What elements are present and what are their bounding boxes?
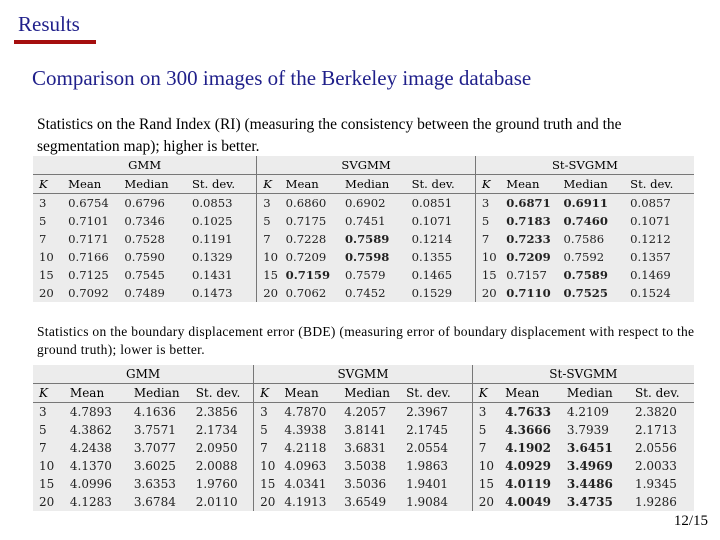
k-cell: 15 xyxy=(257,266,280,284)
value-cell: 0.7157 xyxy=(506,268,547,282)
table-row xyxy=(33,493,694,511)
value-cell: 4.1283 xyxy=(69,495,112,509)
k-cell: 20 xyxy=(39,286,54,300)
value-cell: 4.2118 xyxy=(284,441,327,455)
value-cell: 2.0556 xyxy=(634,441,677,455)
k-cell: 7 xyxy=(257,230,280,248)
value-cell: 4.0996 xyxy=(69,477,112,491)
value-cell: 0.7451 xyxy=(344,214,386,228)
col-stdev: St. dev. xyxy=(190,384,254,403)
value-cell: 3.6784 xyxy=(133,495,176,509)
value-cell: 0.7166 xyxy=(68,250,109,264)
value-cell: 0.7460 xyxy=(563,214,608,228)
value-cell: 0.7159 xyxy=(285,268,331,282)
value-cell: 4.3666 xyxy=(505,423,551,437)
value-cell: 2.0554 xyxy=(406,441,449,455)
value-cell: 0.1524 xyxy=(630,286,671,300)
k-cell: 3 xyxy=(472,403,499,422)
ri-caption: Statistics on the Rand Index (RI) (measuring the consistency between the ground truth and the segmentation map); higher is better. xyxy=(37,116,622,155)
value-cell: 0.7101 xyxy=(68,214,109,228)
col-k: K xyxy=(257,175,280,194)
value-cell: 0.1469 xyxy=(630,268,671,282)
value-cell: 4.1370 xyxy=(69,459,112,473)
k-cell: 20 xyxy=(39,495,55,509)
table-row xyxy=(33,266,694,284)
table-row xyxy=(33,212,694,230)
value-cell: 0.7590 xyxy=(124,250,165,264)
value-cell: 4.3862 xyxy=(69,423,112,437)
value-cell: 3.4969 xyxy=(566,459,613,473)
col-median: Median xyxy=(561,384,629,403)
value-cell: 0.1329 xyxy=(191,250,233,264)
value-cell: 0.7579 xyxy=(344,268,386,282)
value-cell: 0.7209 xyxy=(506,250,551,264)
k-cell: 10 xyxy=(475,248,500,266)
value-cell: 3.6025 xyxy=(133,459,176,473)
k-cell: 20 xyxy=(475,284,500,302)
value-cell: 2.1713 xyxy=(634,423,677,437)
value-cell: 1.9863 xyxy=(406,459,449,473)
k-cell: 7 xyxy=(254,439,279,457)
bde-table xyxy=(33,365,694,511)
value-cell: 2.3856 xyxy=(195,405,238,419)
k-cell: 10 xyxy=(257,248,280,266)
col-stdev: St. dev. xyxy=(624,175,694,194)
group-header-st-svgmm: St-SVGMM xyxy=(472,365,694,384)
value-cell: 3.4735 xyxy=(566,495,613,509)
col-mean: Mean xyxy=(64,384,128,403)
k-cell: 5 xyxy=(39,423,47,437)
k-cell: 15 xyxy=(39,268,54,282)
value-cell: 3.7939 xyxy=(566,423,609,437)
bde-caption: Statistics on the boundary displacement error (BDE) (measuring error of boundary displacement with respect to the ground truth); lower is better. xyxy=(37,324,695,357)
value-cell: 0.7452 xyxy=(344,286,386,300)
k-cell: 15 xyxy=(475,266,500,284)
value-cell: 0.1465 xyxy=(411,268,453,282)
group-header-gmm: GMM xyxy=(33,365,254,384)
col-mean: Mean xyxy=(500,175,557,194)
value-cell: 0.7228 xyxy=(285,232,327,246)
value-cell: 2.1745 xyxy=(406,423,449,437)
value-cell: 0.1357 xyxy=(630,250,671,264)
k-cell: 5 xyxy=(475,212,500,230)
col-stdev: St. dev. xyxy=(629,384,694,403)
table-row xyxy=(33,284,694,302)
value-cell: 2.1734 xyxy=(195,423,238,437)
value-cell: 0.7586 xyxy=(563,232,605,246)
value-cell: 4.7633 xyxy=(505,405,551,419)
value-cell: 4.1636 xyxy=(133,405,176,419)
value-cell: 0.7125 xyxy=(68,268,109,282)
k-cell: 10 xyxy=(39,250,54,264)
value-cell: 4.2057 xyxy=(344,405,387,419)
value-cell: 0.1025 xyxy=(191,214,233,228)
col-stdev: St. dev. xyxy=(186,175,257,194)
k-cell: 3 xyxy=(39,196,47,210)
value-cell: 2.3967 xyxy=(406,405,449,419)
value-cell: 0.1529 xyxy=(411,286,453,300)
value-cell: 4.0049 xyxy=(505,495,551,509)
k-cell: 3 xyxy=(475,194,500,213)
col-mean: Mean xyxy=(278,384,338,403)
col-mean: Mean xyxy=(499,384,561,403)
k-cell: 3 xyxy=(254,403,279,422)
value-cell: 0.7525 xyxy=(563,286,608,300)
value-cell: 0.7233 xyxy=(506,232,551,246)
value-cell: 0.6860 xyxy=(285,196,327,210)
value-cell: 0.7589 xyxy=(563,268,608,282)
value-cell: 4.1913 xyxy=(284,495,327,509)
table-row xyxy=(33,421,694,439)
k-cell: 5 xyxy=(39,214,47,228)
value-cell: 0.0857 xyxy=(630,196,671,210)
value-cell: 3.6831 xyxy=(344,441,387,455)
group-header-svgmm: SVGMM xyxy=(254,365,473,384)
title-underline xyxy=(14,40,96,44)
value-cell: 0.7528 xyxy=(124,232,165,246)
value-cell: 3.7077 xyxy=(133,441,176,455)
value-cell: 0.0851 xyxy=(411,196,453,210)
k-cell: 7 xyxy=(39,232,47,246)
value-cell: 3.6353 xyxy=(133,477,176,491)
value-cell: 0.1473 xyxy=(191,286,233,300)
table-row xyxy=(33,439,694,457)
k-cell: 20 xyxy=(254,493,279,511)
col-median: Median xyxy=(338,384,400,403)
k-cell: 5 xyxy=(254,421,279,439)
k-cell: 15 xyxy=(472,475,499,493)
value-cell: 0.1355 xyxy=(411,250,453,264)
value-cell: 0.1214 xyxy=(411,232,453,246)
k-cell: 15 xyxy=(254,475,279,493)
col-median: Median xyxy=(339,175,406,194)
table-row xyxy=(33,230,694,248)
value-cell: 0.7209 xyxy=(285,250,327,264)
k-cell: 5 xyxy=(257,212,280,230)
value-cell: 0.6754 xyxy=(68,196,109,210)
slide-subtitle: Comparison on 300 images of the Berkeley image database xyxy=(32,66,532,90)
value-cell: 4.0963 xyxy=(284,459,327,473)
value-cell: 1.9760 xyxy=(195,477,238,491)
k-cell: 10 xyxy=(472,457,499,475)
k-cell: 7 xyxy=(39,441,47,455)
value-cell: 0.1071 xyxy=(411,214,453,228)
k-cell: 10 xyxy=(39,459,55,473)
value-cell: 4.2109 xyxy=(566,405,609,419)
value-cell: 4.1902 xyxy=(505,441,551,455)
k-cell: 5 xyxy=(472,421,499,439)
value-cell: 3.4486 xyxy=(566,477,613,491)
col-k: K xyxy=(472,384,499,403)
value-cell: 0.7589 xyxy=(344,232,390,246)
value-cell: 0.7171 xyxy=(68,232,109,246)
value-cell: 0.7183 xyxy=(506,214,551,228)
value-cell: 0.7110 xyxy=(506,286,551,300)
value-cell: 1.9401 xyxy=(406,477,449,491)
page-number: 12/15 xyxy=(673,513,708,529)
value-cell: 0.7598 xyxy=(344,250,390,264)
k-cell: 3 xyxy=(257,194,280,213)
value-cell: 3.6451 xyxy=(566,441,613,455)
table-row xyxy=(33,457,694,475)
col-mean: Mean xyxy=(280,175,339,194)
value-cell: 0.7175 xyxy=(285,214,327,228)
value-cell: 4.7870 xyxy=(284,405,327,419)
col-median: Median xyxy=(118,175,186,194)
value-cell: 0.1212 xyxy=(630,232,671,246)
value-cell: 3.7571 xyxy=(133,423,176,437)
ri-table xyxy=(33,156,694,302)
group-header-svgmm: SVGMM xyxy=(257,156,476,175)
slide-title: Results xyxy=(18,12,80,36)
value-cell: 2.0950 xyxy=(195,441,238,455)
col-k: K xyxy=(475,175,500,194)
k-cell: 20 xyxy=(257,284,280,302)
value-cell: 0.1431 xyxy=(191,268,233,282)
value-cell: 3.6549 xyxy=(344,495,387,509)
value-cell: 2.0110 xyxy=(195,495,238,509)
col-k: K xyxy=(33,175,62,194)
value-cell: 0.6902 xyxy=(344,196,386,210)
table-row xyxy=(33,248,694,266)
value-cell: 3.5038 xyxy=(344,459,387,473)
value-cell: 0.7592 xyxy=(563,250,605,264)
k-cell: 10 xyxy=(254,457,279,475)
k-cell: 7 xyxy=(475,230,500,248)
group-header-st-svgmm: St-SVGMM xyxy=(475,156,694,175)
value-cell: 0.7062 xyxy=(285,286,327,300)
value-cell: 1.9286 xyxy=(634,495,677,509)
value-cell: 0.1071 xyxy=(630,214,671,228)
value-cell: 4.3938 xyxy=(284,423,327,437)
value-cell: 0.7346 xyxy=(124,214,165,228)
value-cell: 1.9345 xyxy=(634,477,677,491)
value-cell: 4.0119 xyxy=(505,477,551,491)
value-cell: 0.6871 xyxy=(506,196,551,210)
value-cell: 0.6911 xyxy=(563,196,608,210)
col-stdev: St. dev. xyxy=(406,175,476,194)
col-k: K xyxy=(33,384,64,403)
group-header-gmm: GMM xyxy=(33,156,257,175)
value-cell: 4.0929 xyxy=(505,459,551,473)
value-cell: 0.6796 xyxy=(124,196,165,210)
value-cell: 0.7545 xyxy=(124,268,165,282)
value-cell: 2.3820 xyxy=(634,405,677,419)
k-cell: 7 xyxy=(472,439,499,457)
table-row xyxy=(33,403,694,422)
value-cell: 3.5036 xyxy=(344,477,387,491)
value-cell: 3.8141 xyxy=(344,423,387,437)
value-cell: 4.0341 xyxy=(284,477,327,491)
col-median: Median xyxy=(128,384,190,403)
value-cell: 2.0033 xyxy=(634,459,677,473)
col-k: K xyxy=(254,384,279,403)
k-cell: 3 xyxy=(39,405,47,419)
value-cell: 0.7092 xyxy=(68,286,109,300)
value-cell: 0.7489 xyxy=(124,286,165,300)
value-cell: 2.0088 xyxy=(195,459,238,473)
k-cell: 20 xyxy=(472,493,499,511)
value-cell: 0.0853 xyxy=(191,196,233,210)
col-stdev: St. dev. xyxy=(400,384,472,403)
col-mean: Mean xyxy=(62,175,118,194)
table-row xyxy=(33,194,694,213)
col-median: Median xyxy=(558,175,625,194)
value-cell: 4.2438 xyxy=(69,441,112,455)
table-row xyxy=(33,475,694,493)
k-cell: 15 xyxy=(39,477,55,491)
value-cell: 0.1191 xyxy=(191,232,233,246)
value-cell: 1.9084 xyxy=(406,495,449,509)
value-cell: 4.7893 xyxy=(69,405,112,419)
